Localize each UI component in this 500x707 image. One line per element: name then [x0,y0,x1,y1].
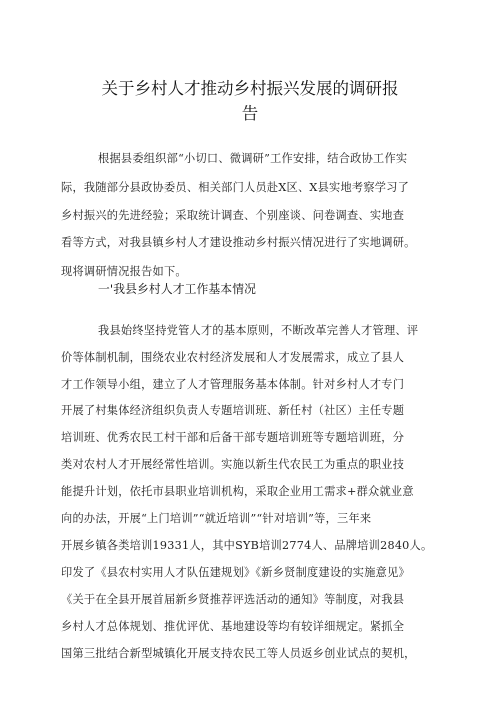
document-title [60,76,440,126]
paragraph-line: 看等方式，对我县镇乡村人才建设推动乡村振兴情况进行了实地调研。 [61,236,416,249]
paragraph-line: 才工作领导小组，建立了人才管理服务基本体制。针对乡村人才专门 [61,378,405,391]
paragraph-line: 现将调研情况报告如下。 [61,265,187,278]
paragraph-line: 乡村人才总体规划、推优评优、基地建设等均有较详细规定。紧抓全 [61,620,405,633]
paragraph-line: 开展了村集体经济组织负责人专题培训班、新任村（社区）主任专题 [61,404,405,417]
title-line-2: 告 [241,104,259,123]
paragraph-line: 际，我随部分县政协委员、相关部门人员赴X区、X县实地考察学习了 [61,181,410,194]
paragraph-line: 《关于在全县开展首届新乡贤推荐评选活动的通知》等制度，对我县 [61,593,405,606]
paragraph-line: 国第三批结合新型城镇化开展支持农民工等人员返乡创业试点的契机， [61,647,416,660]
paragraph-line: 能提升计划，依托市县职业培训机构，采取企业用工需求+群众就业意 [61,485,414,498]
paragraph-line: 乡村振兴的先进经验；采取统计调查、个别座谈、问卷调查、实地查 [61,209,405,222]
paragraph-line: 类对农村人才开展经常性培训。实施以新生代农民工为重点的职业技 [61,458,405,471]
paragraph-line: 价等体制机制，围绕农业农村经济发展和人才发展需求，成立了县人 [61,351,405,364]
title-line-1: 关于乡村人才推动乡村振兴发展的调研报 [101,79,399,98]
paragraph-line: 培训班、优秀农民工村干部和后备干部专题培训班等专题培训班，分 [61,431,405,444]
paragraph-line: 向的办法，开展“上门培训”“就近培训”“针对培训”等，三年来 [61,512,372,525]
paragraph-line: 开展乡镇各类培训19331人，其中SYB培训2774人、品牌培训2840人。 [61,539,433,552]
paragraph-line: 我县始终坚持党管人才的基本原则，不断改革完善人才管理、评 [98,324,419,337]
paragraph-line: 根据县委组织部“小切口、微调研”工作安排，结合政协工作实 [98,152,408,165]
section-heading: 一'我县乡村人才工作基本情况 [98,282,257,296]
paragraph-line: 印发了《县农村实用人才队伍建规划》《新乡贤制度建设的实施意见》 [61,566,410,579]
